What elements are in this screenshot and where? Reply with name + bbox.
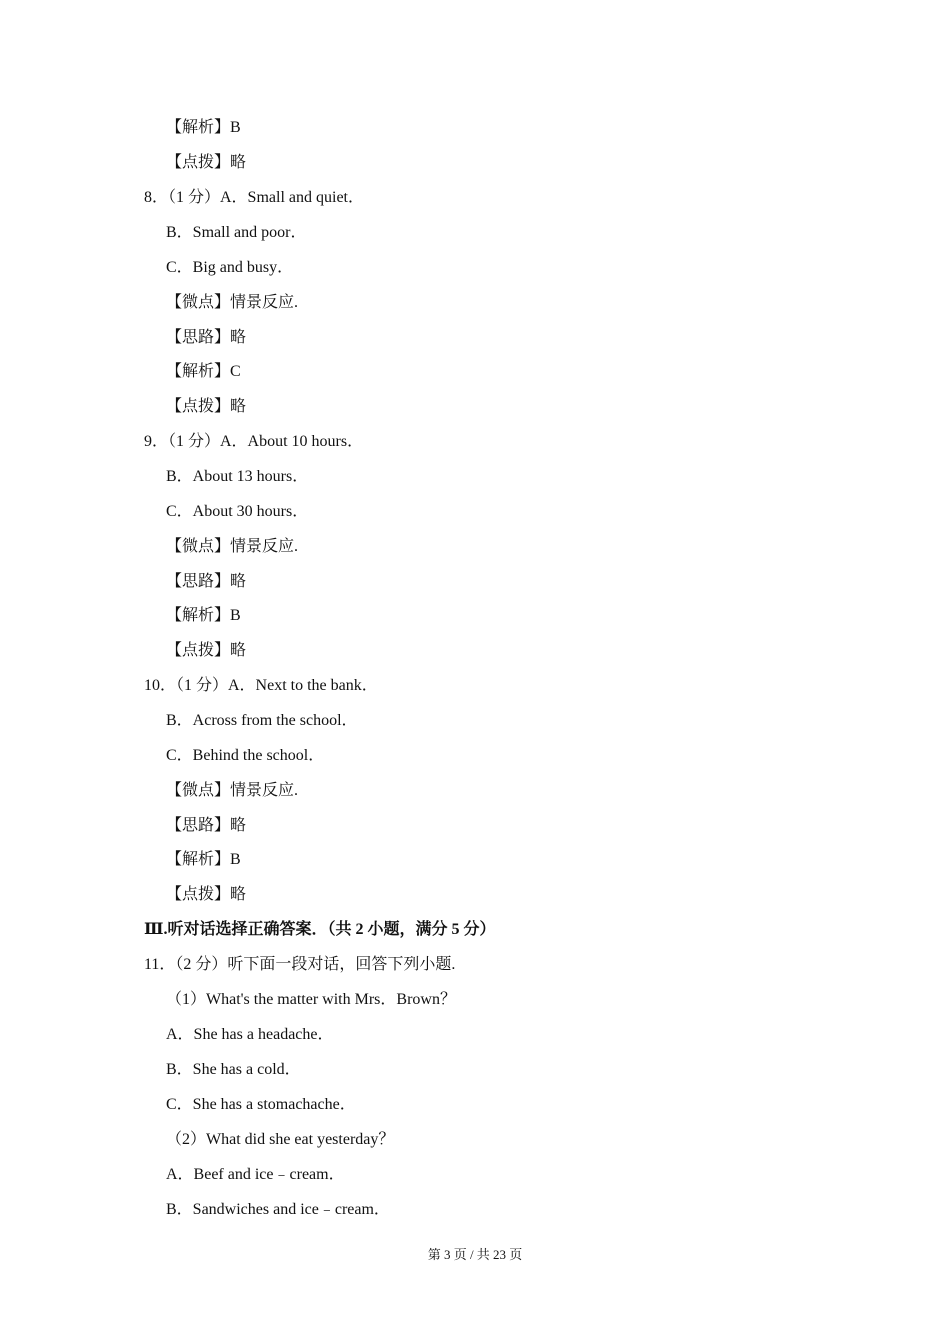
question-9: 9．（1 分）A．About 10 hours． (144, 433, 364, 450)
key-point-line: 【微点】情景反应. (166, 782, 299, 799)
option-b: B．Small and poor． (166, 224, 307, 241)
option-c: C．Behind the school． (166, 747, 325, 764)
analysis-line: 【解析】B (166, 607, 241, 624)
analysis-line: 【解析】B (166, 119, 241, 136)
analysis-line: 【解析】B (166, 851, 241, 868)
option-b: B．Across from the school． (166, 712, 358, 729)
option-c: C．She has a stomachache． (166, 1096, 356, 1113)
approach-line: 【思路】略 (166, 573, 247, 590)
approach-line: 【思路】略 (166, 329, 247, 346)
option-b: B．She has a cold． (166, 1061, 301, 1078)
option-b: B．About 13 hours． (166, 468, 309, 485)
question-8: 8．（1 分）A．Small and quiet． (144, 189, 364, 206)
option-a: A．Beef and ice﹣cream． (166, 1166, 345, 1183)
hint-line: 【点拨】略 (166, 154, 247, 171)
option-c: C．About 30 hours． (166, 503, 309, 520)
option-a: A．She has a headache． (166, 1026, 334, 1043)
key-point-line: 【微点】情景反应. (166, 538, 299, 555)
analysis-line: 【解析】C (166, 363, 241, 380)
option-c: C．Big and busy． (166, 259, 294, 276)
hint-line: 【点拨】略 (166, 398, 247, 415)
section-heading: Ⅲ.听对话选择正确答案．（共 2 小题，满分 5 分） (144, 921, 496, 938)
sub-question-2: （2）What did she eat yesterday？ (166, 1131, 395, 1148)
approach-line: 【思路】略 (166, 817, 247, 834)
hint-line: 【点拨】略 (166, 642, 247, 659)
hint-line: 【点拨】略 (166, 886, 247, 903)
page-footer: 第 3 页 / 共 23 页 (427, 1247, 523, 1262)
question-11: 11．（2 分）听下面一段对话，回答下列小题. (144, 956, 456, 973)
option-b: B．Sandwiches and ice﹣cream． (166, 1201, 390, 1218)
question-10: 10．（1 分）A．Next to the bank． (144, 677, 378, 694)
sub-question-1: （1）What's the matter with Mrs．Brown？ (166, 991, 456, 1008)
key-point-line: 【微点】情景反应. (166, 294, 299, 311)
